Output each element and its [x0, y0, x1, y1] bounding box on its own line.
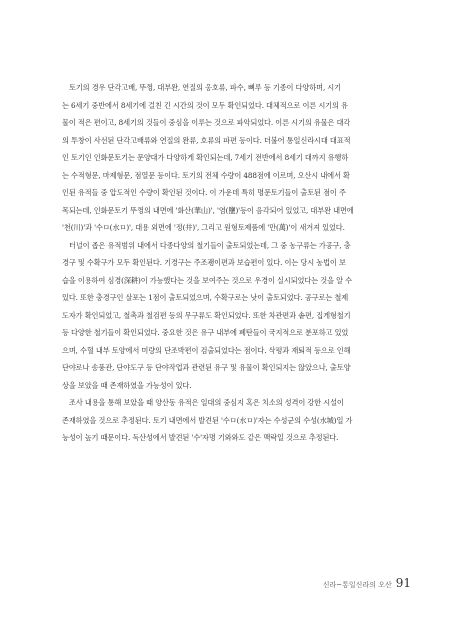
text-line: 의 투창이 사선된 단각고배류와 연질의 완류, 호류의 파편 등이다. 더불어 통일신라시대 대표적 [62, 135, 351, 145]
text-line: 터널이 좁은 유적범위 내에서 다종다양의 철기들이 출토되었는데, 그 중 농구류는 가공구, 충 [69, 240, 351, 250]
text-line: 경구 및 수확구가 모두 확인된다. 기경구는 주조괭이편과 보습편이 있다. 이는 당시 농법이 보 [62, 258, 346, 267]
text-line: 는 6세기 중반에서 8세기에 걸친 긴 시간의 것이 모두 확인되었다. 대체적으로 이른 시기의 유 [62, 100, 348, 110]
text-line: 조사 내용을 통해 보았을 때 양산동 유적은 일대의 중심지 혹은 치소의 성격이 강한 시설이 [69, 398, 344, 407]
text-line: 인된 유적들 중 압도적인 수량이 확인된 것이다. 이 가운데 특히 명문토기들이 출토된 점이 주 [62, 188, 346, 197]
text-line: 는 수적형문, 마제형문, 점열문 등이다. 토기의 전체 수량이 488점에 이르며, 오산시 내에서 확 [62, 170, 350, 180]
text-line: 토기의 경우 단각고배, 뚜껑, 대부완, 연질의 옹호류, 파수, 뼈루 등 기종이 다양하며, 시기 [69, 83, 341, 92]
text-line: 습을 이용하여 심경(深耕)이 가능했다는 것을 보여주는 것으로 우경이 실시되었다는 것을 알 수 [62, 275, 352, 285]
text-line: 목되는데, 인화문토기 뚜껑의 내면에 '화산(華山)', '염(鹽)'등이 음각되어 있었고, 대부완 내면에 [62, 205, 354, 215]
page-number: 91 [395, 576, 411, 590]
text-line: 있다. 또한 충경구인 살포는 1점이 출토되었으며, 수확구로는 낫이 출토되었다. 공구로는 철제 [62, 293, 349, 302]
text-line: 존재하였을 것으로 추정된다. 토기 내면에서 발견된 '수ㅁ(水ㅁ)'자는 수성군의 수성(水城)일 가 [62, 415, 353, 425]
paragraph-3 [62, 394, 410, 447]
text-line: '천(川)'과 '수ㅁ(水ㅁ)', 대용 외면에 '정(井)', 그리고 원형토제품에 '만(萬)'이 새겨져 있었다. [62, 223, 345, 232]
text-line: 등 다양한 철기들이 확인되었다. 중요한 것은 유구 내부에 폐탄들이 국지적으로 분포하고 있었 [62, 328, 349, 337]
text-line: 도자가 확인되었고, 철촉과 철검편 등의 무구류도 확인되었다. 또한 차관편과 솥편, 집게형철기 [62, 310, 351, 320]
text-line: 인 토기인 인화문토기는 문양대가 다양하게 확인되는데, 7세기 전반에서 8세기 대까지 유행하 [62, 153, 349, 162]
running-title: 신라~통일신라의 오산 [322, 581, 392, 589]
text-line: 으며, 수혈 내부 토양에서 미량의 단조박편이 검출되었다는 점이다. 삭평과 재퇴적 등으로 인해 [62, 345, 351, 355]
text-line: 능성이 높기 때문이다. 독산성에서 발견된 '수'자명 기와와도 같은 맥락일 것으로 추정된다. [62, 433, 339, 442]
paragraph-1 [62, 79, 410, 237]
text-line: 단야로나 송풍관, 단야도구 등 단야작업과 관련된 유구 및 유물이 확인되지는 않았으나, 출토양 [62, 363, 351, 372]
text-line: 상을 보았을 때 존재하였을 가능성이 있다. [62, 380, 192, 390]
page-footer [323, 576, 411, 590]
body-text [62, 79, 410, 447]
text-line: 물이 적은 편이고, 8세기의 것들이 중심을 이루는 것으로 파악되었다. 이른 시기의 유물은 대각 [62, 118, 351, 127]
paragraph-2 [62, 237, 410, 395]
